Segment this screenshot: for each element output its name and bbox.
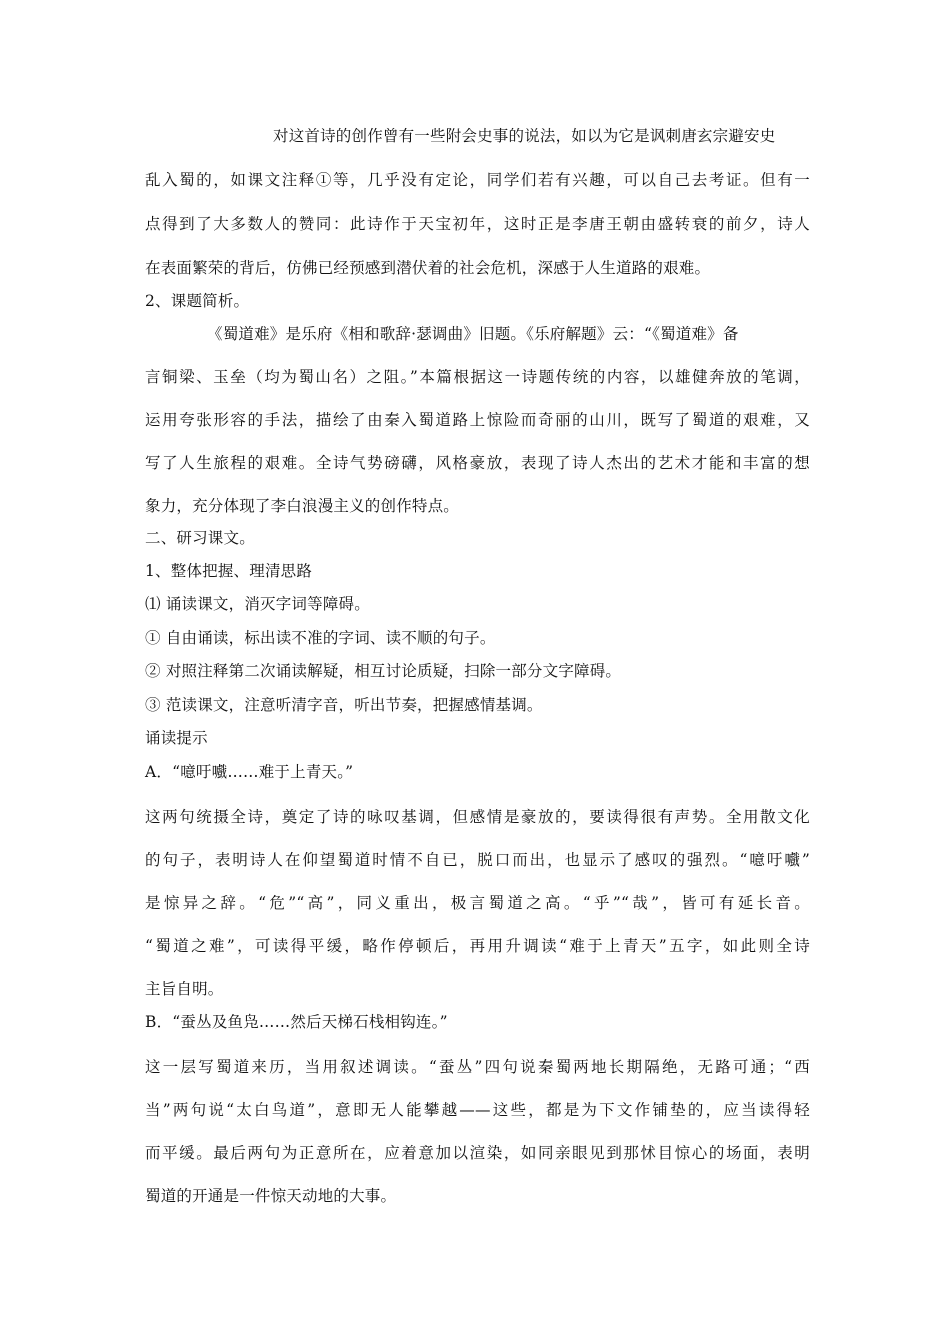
paragraph-line: 是惊异之辞。“危”“高”，同义重出，极言蜀道之高。“乎”“哉”，皆可有延长音。: [145, 894, 810, 912]
quote-heading: A．“噫吁嚱……难于上青天。”: [145, 763, 354, 781]
paragraph-line: 点得到了大多数人的赞同：此诗作于天宝初年，这时正是李唐王朝由盛转衰的前夕，诗人: [145, 215, 810, 233]
paragraph-line: 的句子，表明诗人在仰望蜀道时情不自已，脱口而出，也显示了感叹的强烈。“噫吁嚱”: [145, 851, 810, 869]
paragraph-line: 运用夸张形容的手法，描绘了由秦入蜀道路上惊险而奇丽的山川，既写了蜀道的艰难，又: [145, 411, 810, 429]
section-heading: 2、课题简析。: [145, 292, 250, 310]
paragraph-line: 对这首诗的创作曾有一些附会史事的说法，如以为它是讽刺唐玄宗避安史: [273, 127, 776, 145]
subheading: 诵读提示: [145, 729, 208, 747]
section-heading: 1、整体把握、理清思路: [145, 562, 313, 580]
paragraph-line: 而平缓。最后两句为正意所在，应着意加以渲染，如同亲眼见到那怵目惊心的场面，表明: [145, 1144, 810, 1162]
section-heading: 二、研习课文。: [145, 529, 255, 547]
list-item: ② 对照注释第二次诵读解疑，相互讨论质疑，扫除一部分文字障碍。: [145, 662, 622, 680]
paragraph-line: 《蜀道难》是乐府《相和歌辞·瑟调曲》旧题。《乐府解题》云：“《蜀道难》备: [207, 325, 739, 343]
paragraph-line: 乱入蜀的，如课文注释①等，几乎没有定论，同学们若有兴趣，可以自己去考证。但有一: [145, 171, 810, 189]
paragraph-line: 言铜梁、玉垒（均为蜀山名）之阻。”本篇根据这一诗题传统的内容，以雄健奔放的笔调，: [145, 368, 810, 386]
paragraph-line: 这两句统摄全诗，奠定了诗的咏叹基调，但感情是豪放的，要读得很有声势。全用散文化: [145, 808, 810, 826]
paragraph-line: 在表面繁荣的背后，仿佛已经预感到潜伏着的社会危机，深感于人生道路的艰难。: [145, 259, 711, 277]
paragraph-line: 写了人生旅程的艰难。全诗气势磅礴，风格豪放，表现了诗人杰出的艺术才能和丰富的想: [145, 454, 810, 472]
list-item: ① 自由诵读，标出读不准的字词、读不顺的句子。: [145, 629, 496, 647]
paragraph-line: “蜀道之难”，可读得平缓，略作停顿后，再用升调读“难于上青天”五字，如此则全诗: [145, 937, 810, 955]
list-item: ③ 范读课文，注意听清字音，听出节奏，把握感情基调。: [145, 696, 543, 714]
quote-heading: B．“蚕丛及鱼凫……然后天梯石栈相钩连。”: [145, 1013, 448, 1031]
paragraph-line: 蜀道的开通是一件惊天动地的大事。: [145, 1187, 397, 1205]
paragraph-line: 主旨自明。: [145, 980, 224, 998]
paragraph-line: 象力，充分体现了李白浪漫主义的创作特点。: [145, 497, 460, 515]
list-item: ⑴ 诵读课文，消灭字词等障碍。: [145, 595, 370, 613]
paragraph-line: 这一层写蜀道来历，当用叙述调读。“蚕丛”四句说秦蜀两地长期隔绝，无路可通；“西: [145, 1058, 810, 1076]
paragraph-line: 当”两句说“太白鸟道”，意即无人能攀越——这些，都是为下文作铺垫的，应当读得轻: [145, 1101, 810, 1119]
